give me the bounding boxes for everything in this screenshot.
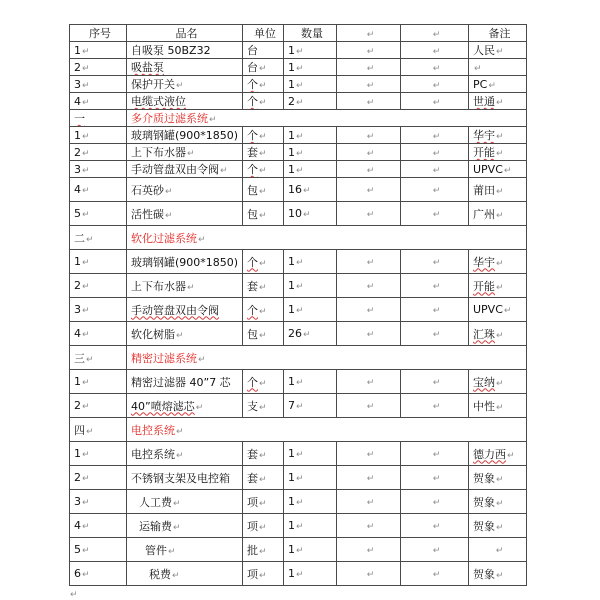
cell-blank: ↵ (401, 250, 469, 274)
table-row (70, 370, 527, 394)
cell-qty: 1↵ (284, 274, 337, 298)
table-row (70, 394, 527, 418)
section-no: 四↵ (70, 418, 127, 442)
header-no: 序号 (70, 25, 127, 42)
cell-qty: 1↵ (284, 538, 337, 562)
cell-name: 上下布水器↵ (127, 144, 243, 161)
cell-name: 手动管盘双由令阀 (127, 298, 243, 322)
cell-name: 电缆式液位 (127, 93, 243, 110)
header-blank-1: ↵ (337, 25, 401, 42)
cell-remark: 贺象↵ (469, 514, 527, 538)
cell-unit: 套↵ (243, 274, 284, 298)
cell-blank: ↵ (337, 42, 401, 59)
cell-no: 4↵ (70, 178, 127, 202)
cell-qty: 10↵ (284, 202, 337, 226)
cell-qty: 1↵ (284, 466, 337, 490)
cell-qty: 1↵ (284, 442, 337, 466)
quotation-table (69, 24, 527, 586)
cell-no: 2↵ (70, 59, 127, 76)
cell-remark: ↵ (469, 538, 527, 562)
cell-no: 2↵ (70, 394, 127, 418)
cell-no: 1↵ (70, 127, 127, 144)
cell-blank: ↵ (401, 161, 469, 178)
cell-blank: ↵ (337, 178, 401, 202)
cell-name: 吸盐泵 (127, 59, 243, 76)
cell-qty: 1↵ (284, 59, 337, 76)
cell-unit: 台↵ (243, 59, 284, 76)
section-title: 软化过滤系统↵ (127, 226, 527, 250)
section-no: 三↵ (70, 346, 127, 370)
table-row (70, 42, 527, 59)
cell-qty: 1↵ (284, 562, 337, 586)
table-row (70, 442, 527, 466)
table-row (70, 322, 527, 346)
table-header-row (70, 25, 527, 42)
cell-qty: 16↵ (284, 178, 337, 202)
cell-blank: ↵ (337, 250, 401, 274)
cell-blank: ↵ (337, 144, 401, 161)
table-row (70, 144, 527, 161)
cell-blank: ↵ (337, 59, 401, 76)
header-qty: 数量 (284, 25, 337, 42)
cell-no: 3↵ (70, 76, 127, 93)
cell-unit: 包↵ (243, 178, 284, 202)
cell-remark: 贺象↵ (469, 562, 527, 586)
cell-unit: 个↵ (243, 370, 284, 394)
cell-blank: ↵ (401, 93, 469, 110)
table-row (70, 490, 527, 514)
cell-no: 1↵ (70, 250, 127, 274)
header-unit: 单位 (243, 25, 284, 42)
cell-unit: 台 (243, 42, 284, 59)
cell-remark: 贺象↵ (469, 466, 527, 490)
cell-qty: 26↵ (284, 322, 337, 346)
table-row (70, 161, 527, 178)
cell-qty: 1↵ (284, 127, 337, 144)
cell-unit: 个↵ (243, 76, 284, 93)
cell-unit: 项↵ (243, 562, 284, 586)
cell-unit: 包↵ (243, 322, 284, 346)
cell-blank: ↵ (401, 562, 469, 586)
cell-blank: ↵ (337, 490, 401, 514)
cell-unit: 个↵ (243, 127, 284, 144)
section-title: 电控系统↵ (127, 418, 527, 442)
cell-unit: 套↵ (243, 442, 284, 466)
cell-blank: ↵ (337, 298, 401, 322)
table-row (70, 466, 527, 490)
table-row (70, 562, 527, 586)
cell-no: 5↵ (70, 202, 127, 226)
cell-qty: 1↵ (284, 514, 337, 538)
cell-remark: 人民↵ (469, 42, 527, 59)
cell-remark: 华宇↵ (469, 127, 527, 144)
cell-name: 玻璃钢罐(900*1850) (127, 250, 243, 274)
cell-unit: 批↵ (243, 538, 284, 562)
cell-remark: 开能↵ (469, 144, 527, 161)
cell-remark: PC↵ (469, 76, 527, 93)
table-row (70, 76, 527, 93)
cell-blank: ↵ (337, 442, 401, 466)
cell-blank: ↵ (401, 322, 469, 346)
table-row (70, 538, 527, 562)
section-title: 精密过滤系统↵ (127, 346, 527, 370)
table-row (70, 250, 527, 274)
cell-name: 管件↵ (127, 538, 243, 562)
cell-unit: 项↵ (243, 490, 284, 514)
cell-unit: 项↵ (243, 514, 284, 538)
header-remark: 备注 (469, 25, 527, 42)
cell-name: 人工费↵ (127, 490, 243, 514)
cell-no: 4↵ (70, 514, 127, 538)
cell-no: 1↵ (70, 442, 127, 466)
cell-no: 1↵ (70, 370, 127, 394)
paragraph-mark: ↵ (70, 590, 78, 600)
cell-name: 上下布水器↵ (127, 274, 243, 298)
table-row (70, 93, 527, 110)
cell-blank: ↵ (337, 127, 401, 144)
cell-no: 6↵ (70, 562, 127, 586)
cell-qty: 7↵ (284, 394, 337, 418)
cell-unit: 个↵ (243, 250, 284, 274)
cell-qty: 1↵ (284, 250, 337, 274)
cell-remark: 华宇↵ (469, 250, 527, 274)
cell-name: 不锈钢支架及电控箱 (127, 466, 243, 490)
cell-blank: ↵ (401, 298, 469, 322)
cell-qty: 1↵ (284, 42, 337, 59)
cell-name: 石英砂↵ (127, 178, 243, 202)
cell-blank: ↵ (401, 514, 469, 538)
cell-remark: 开能↵ (469, 274, 527, 298)
cell-blank: ↵ (401, 127, 469, 144)
cell-name: 电控系统↵ (127, 442, 243, 466)
cell-qty: 1↵ (284, 370, 337, 394)
section-no: 一 (70, 110, 127, 127)
cell-blank: ↵ (337, 161, 401, 178)
table-row (70, 178, 527, 202)
section-row (70, 346, 527, 370)
cell-unit: 套↵ (243, 144, 284, 161)
table-row (70, 127, 527, 144)
cell-remark: 宝纳↵ (469, 370, 527, 394)
cell-blank: ↵ (401, 442, 469, 466)
section-title: 多介质过滤系统↵ (127, 110, 527, 127)
cell-blank: ↵ (337, 370, 401, 394)
cell-blank: ↵ (401, 76, 469, 93)
cell-remark: ↵ (469, 59, 527, 76)
cell-no: 3↵ (70, 161, 127, 178)
cell-no: 2↵ (70, 144, 127, 161)
cell-name: 自吸泵 50BZ32 (127, 42, 243, 59)
cell-no: 4↵ (70, 93, 127, 110)
cell-name: 税费↵ (127, 562, 243, 586)
cell-blank: ↵ (337, 274, 401, 298)
cell-remark: 德力西↵ (469, 442, 527, 466)
cell-no: 4↵ (70, 322, 127, 346)
cell-blank: ↵ (337, 394, 401, 418)
cell-blank: ↵ (337, 202, 401, 226)
cell-blank: ↵ (337, 562, 401, 586)
cell-blank: ↵ (337, 93, 401, 110)
table-row (70, 59, 527, 76)
cell-blank: ↵ (337, 322, 401, 346)
cell-blank: ↵ (401, 178, 469, 202)
cell-name: 保护开关↵ (127, 76, 243, 93)
section-row (70, 226, 527, 250)
cell-name: 活性碳↵ (127, 202, 243, 226)
cell-remark: UPVC↵ (469, 161, 527, 178)
cell-unit: 包↵ (243, 202, 284, 226)
cell-no: 2↵ (70, 466, 127, 490)
section-no: 二↵ (70, 226, 127, 250)
cell-name: 玻璃钢罐(900*1850) (127, 127, 243, 144)
table-row (70, 514, 527, 538)
cell-name: 软化树脂↵ (127, 322, 243, 346)
cell-blank: ↵ (401, 466, 469, 490)
cell-remark: 广州↵ (469, 202, 527, 226)
table-row (70, 202, 527, 226)
cell-unit: 个↵ (243, 161, 284, 178)
cell-no: 1↵ (70, 42, 127, 59)
cell-qty: 1↵ (284, 298, 337, 322)
table-row (70, 274, 527, 298)
cell-remark: 贺象↵ (469, 490, 527, 514)
cell-blank: ↵ (401, 394, 469, 418)
cell-unit: 个↵ (243, 93, 284, 110)
cell-blank: ↵ (401, 144, 469, 161)
cell-name: 精密过滤器 40”7 芯 (127, 370, 243, 394)
cell-qty: 1↵ (284, 76, 337, 93)
cell-blank: ↵ (337, 538, 401, 562)
header-name: 品名 (127, 25, 243, 42)
cell-no: 3↵ (70, 490, 127, 514)
cell-blank: ↵ (401, 490, 469, 514)
cell-remark: 莆田↵ (469, 178, 527, 202)
section-row (70, 418, 527, 442)
cell-no: 3↵ (70, 298, 127, 322)
cell-qty: 1↵ (284, 490, 337, 514)
section-row (70, 110, 527, 127)
cell-name: 40”喷熔滤芯↵ (127, 394, 243, 418)
cell-qty: 1↵ (284, 161, 337, 178)
table-row (70, 298, 527, 322)
cell-blank: ↵ (337, 514, 401, 538)
cell-blank: ↵ (401, 274, 469, 298)
header-blank-2: ↵ (401, 25, 469, 42)
cell-remark: 中性↵ (469, 394, 527, 418)
cell-blank: ↵ (401, 42, 469, 59)
cell-no: 5↵ (70, 538, 127, 562)
cell-unit: 支↵ (243, 394, 284, 418)
cell-blank: ↵ (401, 370, 469, 394)
cell-name: 手动管盘双由令阀↵ (127, 161, 243, 178)
cell-qty: 1↵ (284, 144, 337, 161)
cell-remark: 世通↵ (469, 93, 527, 110)
cell-blank: ↵ (401, 538, 469, 562)
cell-name: 运输费↵ (127, 514, 243, 538)
cell-blank: ↵ (337, 466, 401, 490)
cell-blank: ↵ (401, 59, 469, 76)
cell-no: 2↵ (70, 274, 127, 298)
cell-remark: UPVC↵ (469, 298, 527, 322)
cell-blank: ↵ (337, 76, 401, 93)
cell-unit: 套↵ (243, 466, 284, 490)
cell-qty: 2↵ (284, 93, 337, 110)
cell-remark: 汇珠↵ (469, 322, 527, 346)
cell-blank: ↵ (401, 202, 469, 226)
cell-unit: 个↵ (243, 298, 284, 322)
